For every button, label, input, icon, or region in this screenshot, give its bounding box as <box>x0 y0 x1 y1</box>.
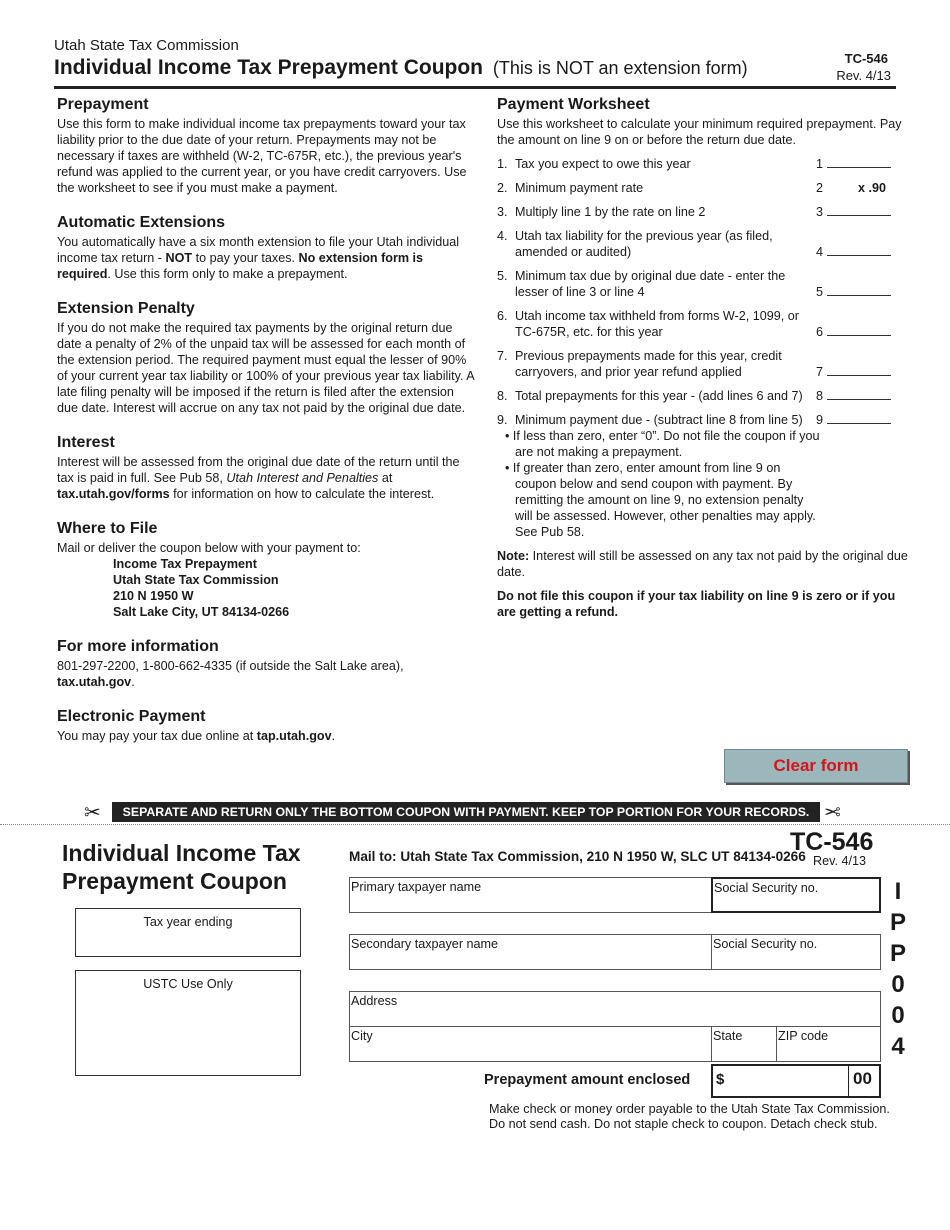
line-entry[interactable]: 5 <box>816 283 891 300</box>
text-run-italic: Utah Interest and Penalties <box>226 471 379 485</box>
cents-value: 00 <box>853 1069 872 1088</box>
extension-penalty-section <box>57 300 475 416</box>
field-label: ZIP code <box>778 1029 829 1043</box>
worksheet-line <box>497 308 909 340</box>
cents-divider <box>848 1064 849 1098</box>
field-label: Social Security no. <box>713 937 818 951</box>
amount-label: Prepayment amount enclosed <box>484 1072 691 1088</box>
text-run: to pay your taxes. <box>192 251 299 265</box>
section-heading: Extension Penalty <box>57 300 195 317</box>
field-label: Primary taxpayer name <box>351 880 482 894</box>
code-char: 4 <box>891 1033 905 1060</box>
form-id: TC-546 <box>844 51 888 66</box>
code-char: 0 <box>891 971 905 998</box>
line-entry[interactable]: 1 <box>816 155 891 172</box>
line-number: 4. <box>497 229 508 243</box>
text-run-bold: No extension form is required <box>57 251 424 281</box>
coupon-title-line: Individual Income Tax <box>62 840 301 866</box>
section-heading: Automatic Extensions <box>57 214 226 231</box>
code-char: I <box>894 878 902 905</box>
coupon-title-line: Prepayment Coupon <box>62 868 287 894</box>
section-heading: For more information <box>57 638 219 655</box>
state-field[interactable] <box>711 1026 777 1062</box>
line-number: 8. <box>497 389 508 403</box>
automatic-extensions-section <box>57 214 475 282</box>
header-rule <box>54 86 896 89</box>
section-body <box>57 728 475 744</box>
city-field[interactable] <box>349 1026 712 1062</box>
worksheet-bullet: • If less than zero, enter “0”. Do not file the coupon if you are not making a prepayment. <box>505 429 820 459</box>
payment-instructions <box>489 1102 890 1132</box>
line-number: 6. <box>497 309 508 323</box>
clear-form-button[interactable]: Clear form <box>724 749 908 783</box>
section-heading: Electronic Payment <box>57 708 206 725</box>
worksheet-line <box>497 348 909 380</box>
rate-value: x .90 <box>858 181 887 195</box>
field-label: USTC Use Only <box>143 977 233 991</box>
note-label: Note: <box>497 549 530 563</box>
secondary-ssn-field[interactable] <box>711 934 881 970</box>
section-heading: Interest <box>57 434 115 451</box>
line-entry[interactable]: 3 <box>816 203 891 220</box>
form-title <box>54 56 748 80</box>
address-line: Utah State Tax Commission <box>113 573 279 587</box>
line-number: 1. <box>497 157 508 171</box>
mailing-address <box>113 556 475 620</box>
worksheet-line <box>497 156 909 172</box>
line-text: Minimum tax due by original due date - enter the lesser of line 3 or line 4 <box>515 269 786 299</box>
mail-to-address: Mail to: Utah State Tax Commission, 210 N 1950 W, SLC UT 84134-0266 <box>349 849 806 864</box>
form-revision: Rev. 4/13 <box>836 68 891 83</box>
prepayment-section <box>57 96 475 196</box>
worksheet-intro: Use this worksheet to calculate your minimum required prepayment. Pay the amount on line 9 on or before the return due date. <box>497 117 902 147</box>
line-text: Multiply line 1 by the rate on line 2 <box>515 205 706 219</box>
primary-ssn-field[interactable] <box>711 877 881 913</box>
section-body: Use this form to make individual income tax prepayments toward your tax liability prior to the due date of your return. Prepayments may not be necessary if taxes are withheld (W-2, TC-675R, etc.), the previous year's refund was applied to the current year, or you have credit carryovers. Use the worksheet to see if you must make a payment. <box>57 117 467 195</box>
field-label: City <box>351 1029 373 1043</box>
scissors-icon: ✂ <box>824 802 841 824</box>
note-body: Interest will still be assessed on any tax not paid by the original due date. <box>497 549 908 579</box>
dollar-sign: $ <box>716 1071 725 1088</box>
tap-link[interactable]: tap.utah.gov <box>256 729 332 743</box>
forms-link[interactable]: tax.utah.gov/forms <box>57 487 170 501</box>
line-label: 2 <box>816 181 824 195</box>
section-heading: Prepayment <box>57 96 149 113</box>
worksheet-note <box>497 548 909 580</box>
worksheet-line <box>497 268 909 300</box>
worksheet-bullet: • If greater than zero, enter amount from line 9 on coupon below and send coupon with payment. By remitting the amount on line 9, no extension penalty will be assessed. However, other penalties may apply. See Pub 58. <box>505 461 816 539</box>
field-label: Address <box>351 994 398 1008</box>
line-text: Minimum payment rate <box>515 181 644 195</box>
line-number: 3. <box>497 205 508 219</box>
website-link[interactable]: tax.utah.gov <box>57 675 132 689</box>
primary-name-field[interactable] <box>349 877 712 913</box>
line-text: Tax you expect to owe this year <box>515 157 691 171</box>
address-line: Salt Lake City, UT 84134-0266 <box>113 605 290 619</box>
tax-year-field[interactable] <box>75 908 301 957</box>
text-run: . <box>131 675 135 689</box>
field-label: Tax year ending <box>143 915 233 929</box>
line-entry[interactable]: 8 <box>816 387 891 404</box>
worksheet-lines <box>497 156 909 428</box>
title-text: Individual Income Tax Prepayment Coupon <box>54 56 484 79</box>
section-body <box>57 658 475 690</box>
worksheet-heading: Payment Worksheet <box>497 96 650 113</box>
more-info-section <box>57 638 475 690</box>
footnote-line: Make check or money order payable to the Utah State Tax Commission. <box>489 1102 890 1116</box>
line-entry[interactable]: 4 <box>816 243 891 260</box>
section-body <box>57 454 475 502</box>
cut-line <box>0 824 950 825</box>
ustc-use-box <box>75 970 301 1076</box>
footnote-line: Do not send cash. Do not staple check to coupon. Detach check stub. <box>489 1117 878 1131</box>
address-line: 210 N 1950 W <box>113 589 194 603</box>
field-label: Social Security no. <box>714 881 819 895</box>
worksheet-line <box>497 204 909 220</box>
code-char: P <box>889 940 906 967</box>
separator-banner: SEPARATE AND RETURN ONLY THE BOTTOM COUPON WITH PAYMENT. KEEP TOP PORTION FOR YOUR RECORDS. <box>112 802 820 822</box>
address-field[interactable] <box>349 991 881 1027</box>
address-line: Income Tax Prepayment <box>113 557 257 571</box>
worksheet-line <box>497 228 909 260</box>
line-text: Utah tax liability for the previous year (as filed, amended or audited) <box>515 229 773 259</box>
field-label: State <box>713 1029 743 1043</box>
agency-name: Utah State Tax Commission <box>54 37 239 54</box>
line-number: 9. <box>497 413 508 427</box>
interest-section <box>57 434 475 502</box>
instructions-column <box>57 96 475 762</box>
line-entry[interactable]: 7 <box>816 363 891 380</box>
line-text: Total prepayments for this year - (add lines 6 and 7) <box>515 389 803 403</box>
line-number: 7. <box>497 349 508 363</box>
section-body: Mail or deliver the coupon below with your payment to: <box>57 541 361 555</box>
section-heading: Where to File <box>57 520 158 537</box>
line-text: Previous prepayments made for this year, credit carryovers, and prior year refund applied <box>515 349 782 379</box>
text-run: at <box>378 471 393 485</box>
coupon-title <box>62 839 301 895</box>
field-label: Secondary taxpayer name <box>351 937 499 951</box>
coupon-form-id: TC-546 <box>790 828 874 856</box>
line-text: Minimum payment due - (subtract line 8 from line 5) <box>515 413 803 427</box>
electronic-payment-section <box>57 708 475 744</box>
line-entry[interactable]: 9 <box>816 411 891 428</box>
where-to-file-section <box>57 520 475 620</box>
text-run: You automatically have a six month extension to file your Utah individual income tax return - <box>57 235 460 265</box>
payment-worksheet <box>497 96 909 620</box>
text-run: Interest will be assessed from the original due date of the return until the tax is paid in full. See Pub 58, <box>57 455 460 485</box>
section-body <box>57 234 475 282</box>
code-char: P <box>889 909 906 936</box>
line-text: Utah income tax withheld from forms W-2, 1099, or TC-675R, etc. for this year <box>515 309 799 339</box>
text-run: . Use this form only to make a prepayment. <box>107 267 348 281</box>
text-run: You may pay your tax due online at <box>57 729 257 743</box>
code-char: 0 <box>891 1002 905 1029</box>
line-number: 5. <box>497 269 508 283</box>
worksheet-line <box>497 388 909 404</box>
worksheet-warning: Do not file this coupon if your tax liability on line 9 is zero or if you are getting a refund. <box>497 589 896 619</box>
vertical-form-code <box>886 876 910 1062</box>
worksheet-line <box>497 412 909 428</box>
worksheet-line <box>497 180 909 196</box>
line-number: 2. <box>497 181 508 195</box>
secondary-name-field[interactable] <box>349 934 712 970</box>
line-entry[interactable]: 6 <box>816 323 891 340</box>
scissors-icon: ✂ <box>84 802 101 824</box>
section-body: If you do not make the required tax payments by the original return due date a penalty of 2% of the unpaid tax will be assessed for each month of the extension period. The required payment must equal the lesser of 90% of your current year tax liability or 100% of your previous year tax liability. A late filing penalty will be imposed if the return is filed after the extension due date. Interest will accrue on any tax not paid by the original due date. <box>57 321 474 415</box>
text-run: for information on how to calculate the interest. <box>169 487 435 501</box>
text-run-bold: NOT <box>165 251 193 265</box>
text-run: 801-297-2200, 1-800-662-4335 (if outside the Salt Lake area), <box>57 659 404 673</box>
coupon-revision: Rev. 4/13 <box>813 854 866 868</box>
zip-field[interactable] <box>776 1026 881 1062</box>
text-run: . <box>331 729 336 743</box>
title-subtitle: (This is NOT an extension form) <box>492 58 748 78</box>
